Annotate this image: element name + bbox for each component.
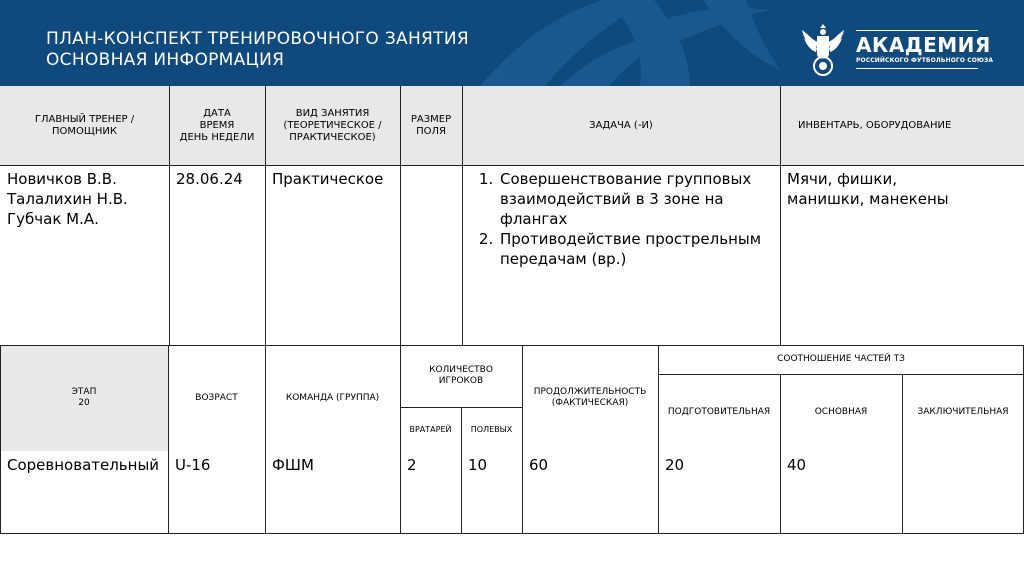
header-main-label: ОСНОВНАЯ (814, 407, 868, 417)
table2-line (0, 345, 1024, 346)
table1-line (400, 86, 401, 345)
logo-bottom-rule (856, 68, 978, 69)
equipment-value: Мячи, фишки, манишки, манекены (787, 170, 949, 208)
date-value: 28.06.24 (176, 170, 243, 188)
header-prep-label: ПОДГОТОВИТЕЛЬНАЯ (667, 407, 771, 417)
table2-line (461, 407, 462, 534)
header-stage (0, 345, 168, 451)
page-header (0, 0, 1024, 86)
cell-main (780, 451, 902, 533)
header-duration-line-1: ПРОДОЛЖИТЕЛЬНОСТЬ (533, 387, 647, 397)
table2-line (658, 345, 659, 534)
header-duration-line-2: (ФАКТИЧЕСКАЯ) (551, 398, 629, 408)
coach-1: Новичков В.В. (7, 170, 117, 188)
title-line-2: ОСНОВНАЯ ИНФОРМАЦИЯ (46, 50, 285, 70)
header-coach-label: ГЛАВНЫЙ ТРЕНЕР / ПОМОЩНИК (34, 113, 135, 137)
title-line-1: ПЛАН-КОНСПЕКТ ТРЕНИРОВОЧНОГО ЗАНЯТИЯ (46, 29, 469, 49)
table2-line (902, 374, 903, 534)
page-title (46, 29, 469, 71)
header-type-line-1: ВИД ЗАНЯТИЯ (295, 107, 370, 119)
main-value: 40 (787, 456, 807, 474)
age-value: U-16 (175, 456, 211, 474)
table1-line (265, 86, 266, 345)
header-task-label: ЗАДАЧА (-И) (589, 119, 653, 131)
type-value: Практическое (272, 170, 384, 188)
header-goalkeepers (400, 407, 461, 451)
cell-goalkeepers (400, 451, 461, 533)
cell-date (169, 165, 265, 345)
table2-line (168, 345, 169, 534)
table1-line (780, 86, 781, 345)
header-stage-line-1: ЭТАП (71, 387, 97, 397)
table2-line (780, 374, 781, 534)
task-item: 2. Противодействие прострельным передачам (вр.) (498, 229, 770, 269)
header-type-line-3: ПРАКТИЧЕСКОЕ) (289, 131, 376, 143)
academy-logo (798, 18, 994, 80)
cell-final (902, 451, 1024, 533)
header-age (168, 345, 265, 451)
team-value: ФШМ (272, 456, 314, 474)
coach-2: Талалихин Н.В. (7, 190, 128, 208)
header-equipment (780, 86, 1024, 165)
cell-type (265, 165, 400, 345)
coach-3: Губчак М.А. (7, 210, 99, 228)
header-field-line-1: РАЗМЕР (410, 113, 452, 125)
cell-fielders (461, 451, 522, 533)
table2-line (522, 345, 523, 534)
header-players-label: КОЛИЧЕСТВО ИГРОКОВ (429, 365, 493, 386)
table2-line (0, 345, 1, 534)
cell-equipment (780, 165, 1024, 345)
header-field-size (400, 86, 462, 165)
table2-line (658, 374, 1024, 375)
table2-line (400, 345, 401, 534)
cell-tasks (462, 165, 780, 345)
header-type-line-2: (ТЕОРЕТИЧЕСКОЕ / (283, 119, 382, 131)
header-players (400, 345, 522, 407)
header-goalkeepers-label: ВРАТАРЕЙ (409, 424, 452, 434)
table1-line (169, 86, 170, 345)
logo-top-rule (856, 30, 978, 31)
header-date-line-2: ВРЕМЯ (199, 119, 235, 131)
header-team-label: КОМАНДА (ГРУППА) (285, 392, 380, 403)
task-item: 1. Совершенствование групповых взаимодействий в 3 зоне на флангах (498, 169, 770, 229)
header-type (265, 86, 400, 165)
cell-duration (522, 451, 658, 533)
prep-value: 20 (665, 456, 685, 474)
header-duration (522, 345, 658, 451)
header-ratio (658, 345, 1024, 374)
header-equipment-label: ИНВЕНТАРЬ, ОБОРУДОВАНИЕ (798, 119, 952, 131)
header-final-label: ЗАКЛЮЧИТЕЛЬНАЯ (917, 407, 1009, 417)
header-coach (0, 86, 169, 165)
table1-line (0, 165, 1024, 166)
header-field-line-2: ПОЛЯ (416, 125, 446, 137)
duration-value: 60 (529, 456, 549, 474)
header-age-label: ВОЗРАСТ (195, 392, 238, 403)
header-prep (658, 374, 780, 451)
header-date-line-3: ДЕНЬ НЕДЕЛИ (179, 131, 255, 143)
header-ratio-label: СООТНОШЕНИЕ ЧАСТЕЙ ТЗ (777, 354, 905, 364)
cell-field-size (400, 165, 462, 345)
logo-subtitle: РОССИЙСКОГО ФУТБОЛЬНОГО СОЮЗА (856, 57, 994, 64)
header-task (462, 86, 780, 165)
cell-prep (658, 451, 780, 533)
fielders-value: 10 (468, 456, 488, 474)
cell-coaches (0, 165, 169, 345)
cell-team (265, 451, 400, 533)
header-fielders-label: ПОЛЕВЫХ (470, 424, 513, 434)
table2-line (0, 533, 1024, 534)
eagle-emblem-icon (798, 20, 848, 80)
header-date (169, 86, 265, 165)
header-fielders (461, 407, 522, 451)
header-final (902, 374, 1024, 451)
cell-age (168, 451, 265, 533)
header-date-line-1: ДАТА (203, 107, 231, 119)
goalkeepers-value: 2 (407, 456, 417, 474)
table1-line (462, 86, 463, 345)
stage-value: Соревновательный (7, 456, 160, 474)
header-main (780, 374, 902, 451)
task-list (470, 169, 770, 269)
cell-stage (0, 451, 168, 533)
table2-line (265, 345, 266, 534)
header-stage-line-2: 20 (78, 398, 90, 408)
logo-name: АКАДЕМИЯ (856, 33, 991, 57)
header-team (265, 345, 400, 451)
